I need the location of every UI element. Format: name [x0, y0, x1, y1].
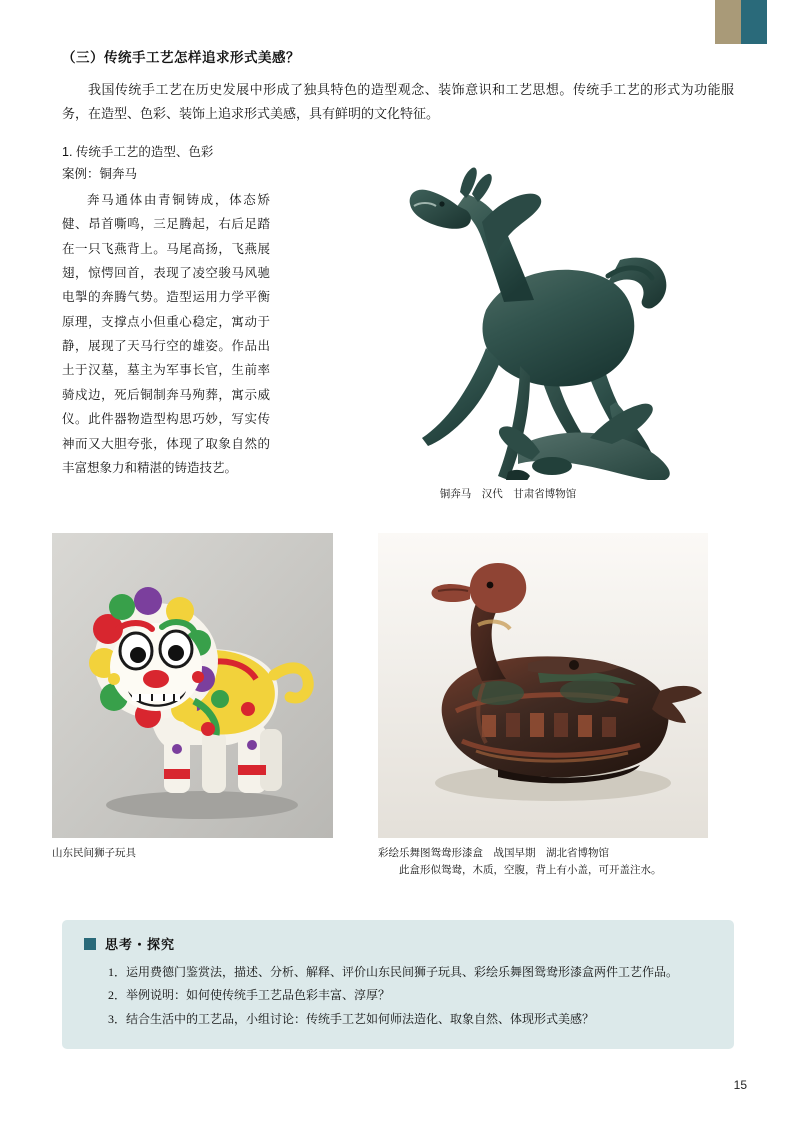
shandong-folk-lion-toy-image: [52, 533, 333, 838]
think-item-1: 1．运用费德门鉴赏法，描述、分析、解释、评价山东民间狮子玩具、彩绘乐舞图鸳鸯形漆盒两件工艺作品。: [108, 965, 679, 979]
case-study-row: [62, 142, 734, 522]
page-content: [62, 46, 734, 522]
duck-box-sub-caption: 此盒形似鸳鸯，木质，空腹，背上有小盖，可开盖注水。: [399, 864, 662, 877]
case-label: 案例：铜奔马: [62, 166, 138, 181]
figure-bronze-horse: [290, 150, 726, 503]
section-intro-paragraph: 我国传统手工艺在历史发展中形成了独具特色的造型观念、装饰意识和工艺思想。传统手工艺的形式为功能服务，在造型、色彩、装饰上追求形式美感，具有鲜明的文化特征。: [62, 82, 734, 122]
bronze-galloping-horse-image: [290, 150, 726, 480]
square-bullet-icon: [84, 938, 96, 950]
think-item-2: 2．举例说明：如何使传统手工艺品色彩丰富、淳厚？: [108, 988, 391, 1003]
corner-tab-strip: [715, 0, 767, 44]
figure-duck-lacquer-box: [378, 533, 708, 880]
page-number: 15: [733, 1078, 747, 1092]
painted-mandarin-duck-lacquer-box-image: [378, 533, 708, 838]
case-body-text: 奔马通体由青铜铸成，体态矫健、昂首嘶鸣，三足腾起，右后足踏在一只飞燕背上。马尾高扬，飞燕展翅，惊愕回首，表现了凌空骏马风驰电掣的奔腾气势。造型运用力学平衡原理，支撑点小但重心稳定，寓动于静，展现了天马行空的雄姿。作品出土于汉墓，墓主为军事长官，生前率骑戍边，死后铜制奔马殉葬，寓示威仪。此件器物造型构思巧妙，写实传神而又大胆夸张，体现了取象自然的丰富想象力和精湛的铸造技艺。: [62, 192, 270, 475]
lion-toy-caption: 山东民间狮子玩具: [52, 847, 136, 859]
decor-tab-teal: [741, 0, 767, 44]
subheading: 1. 传统手工艺的造型、色彩: [62, 145, 214, 160]
think-and-explore-box: [62, 920, 734, 1049]
figure-lion-toy: [52, 533, 333, 862]
bronze-horse-caption: 铜奔马 汉代 甘肃省博物馆: [439, 488, 577, 501]
left-text-column: [62, 142, 270, 480]
duck-box-caption: 彩绘乐舞图鸳鸯形漆盒 战国早期 湖北省博物馆: [378, 847, 609, 859]
think-box-title: 思考・探究: [105, 937, 176, 952]
think-item-3: 3．结合生活中的工艺品，小组讨论：传统手工艺如何师法造化、取象自然、体现形式美感？: [108, 1011, 595, 1026]
think-box-header: [84, 934, 712, 953]
section-title: （三）传统手工艺怎样追求形式美感？: [62, 50, 300, 65]
decor-tab-tan: [715, 0, 741, 44]
